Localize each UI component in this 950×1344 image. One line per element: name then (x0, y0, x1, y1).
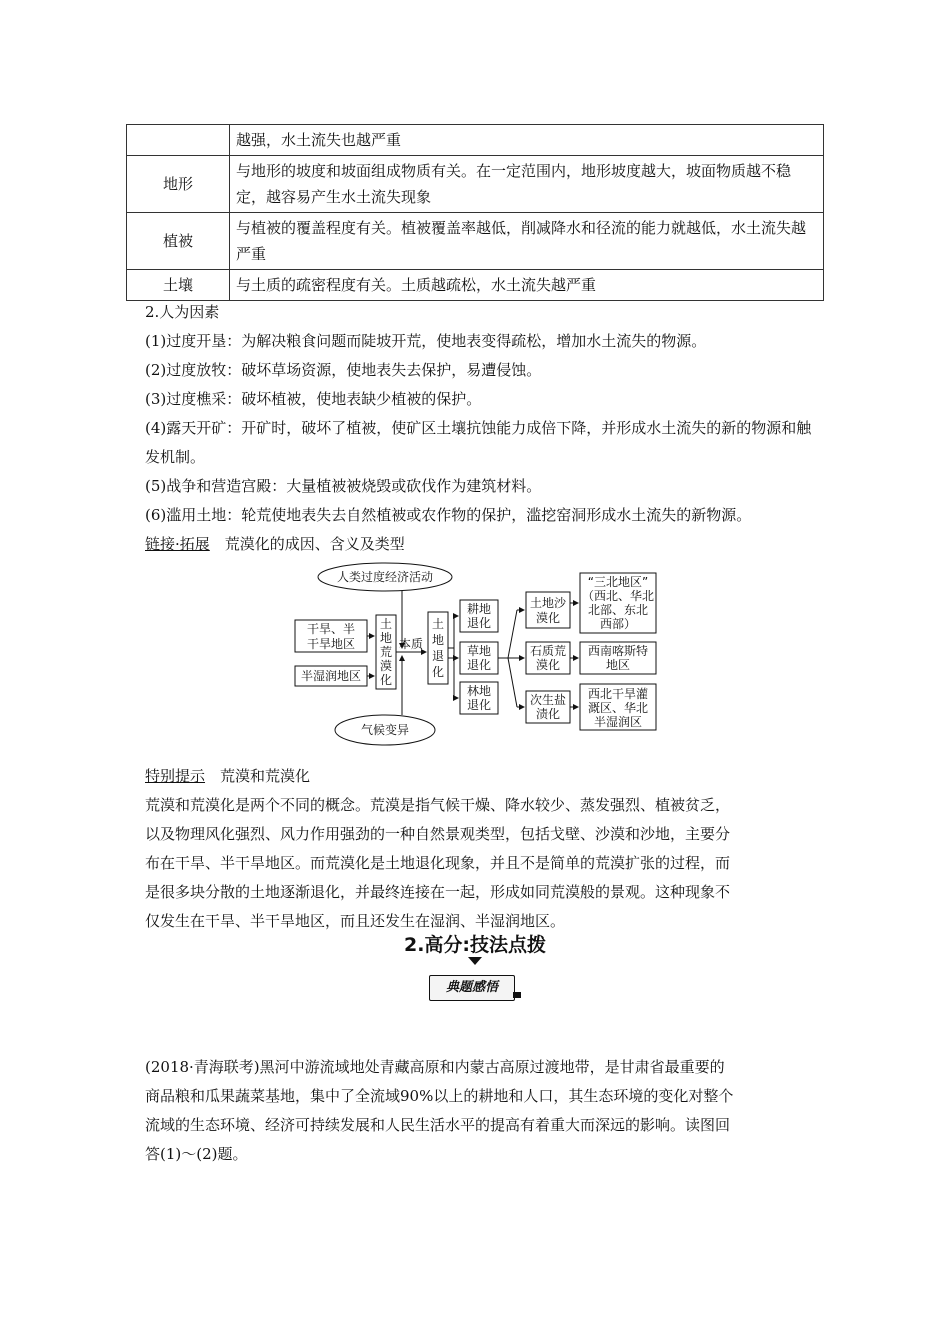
desertification-diagram (290, 560, 670, 750)
degradation-char: 化 (431, 665, 445, 679)
table-row (127, 156, 824, 213)
desertification-char: 漠 (379, 659, 393, 673)
link-label: 链接·拓展 (145, 535, 210, 553)
tip-line: 是很多块分散的土地逐渐退化，并最终连接在一起，形成如同荒漠般的景观。这种现象不 (145, 883, 731, 901)
section-heading: 2.人为因素 (145, 303, 220, 321)
tip-label: 特别提示 (145, 767, 206, 785)
factor-desc: 与植被的覆盖程度有关。植被覆盖率越低，削减降水和径流的能力就越低，水土流失越严重 (230, 213, 824, 270)
sandy-label-2: 漠化 (535, 611, 561, 625)
grassland-label-1: 草地 (466, 644, 492, 658)
tip-heading (145, 762, 825, 791)
region-irrigation-3: 半湿润区 (593, 715, 643, 729)
question-line: 商品粮和瓜果蔬菜基地，集中了全流域90%以上的耕地和人口，其生态环境的变化对整个 (145, 1087, 734, 1105)
desertification-char: 荒 (379, 645, 393, 659)
factor-desc: 与地形的坡度和坡面组成物质有关。在一定范围内，地形坡度越大，坡面物质越不稳定，越容易产生水土流失现象 (230, 156, 824, 213)
question-line: 答(1)～(2)题。 (145, 1145, 248, 1163)
question-line: 流域的生态环境、经济可持续发展和人民生活水平的提高有着重大而深远的影响。读图回 (145, 1116, 731, 1134)
region-karst-2: 地区 (605, 658, 631, 672)
arrow-down-icon (468, 957, 482, 965)
banner-subtitle: 典题感悟 (429, 975, 515, 1001)
tip-line: 布在干旱、半干旱地区。而荒漠化是土地退化现象，并且不是简单的荒漠扩张的过程，而 (145, 854, 731, 872)
region-north-2: （西北、华北 (581, 589, 655, 603)
degradation-char: 退 (431, 649, 445, 663)
tip-line: 荒漠和荒漠化是两个不同的概念。荒漠是指气候干燥、降水较少、蒸发强烈、植被贫乏， (145, 796, 731, 814)
factor-name: 土壤 (127, 270, 230, 301)
factor-desc: 越强，水土流失也越严重 (230, 125, 824, 156)
forest-label-2: 退化 (466, 698, 492, 712)
climate-label: 气候变异 (360, 723, 410, 737)
link-title: 荒漠化的成因、含义及类型 (224, 535, 405, 553)
list-item: (4)露天开矿：开矿时，破坏了植被，使矿区土壤抗蚀能力成倍下降，并形成水土流失的新的物源和触发机制。 (145, 419, 812, 466)
arid-label-2: 干旱地区 (306, 637, 356, 651)
sandy-label-1: 土地沙 (529, 596, 567, 610)
table-row (127, 270, 824, 301)
desertification-char: 地 (379, 631, 393, 645)
list-item: (3)过度樵采：破坏植被，使地表缺少植被的保护。 (145, 390, 482, 408)
grassland-label-2: 退化 (466, 658, 492, 672)
factor-name (127, 125, 230, 156)
farmland-label-1: 耕地 (466, 602, 492, 616)
tip-line: 以及物理风化强烈、风力作用强劲的一种自然景观类型，包括戈壁、沙漠和沙地，主要分 (145, 825, 731, 843)
factor-desc: 与土质的疏密程度有关。土质越疏松，水土流失越严重 (230, 270, 824, 301)
desertification-char: 土 (379, 617, 393, 631)
list-item: (5)战争和营造宫殿：大量植被被烧毁或砍伐作为建筑材料。 (145, 477, 542, 495)
region-karst-1: 西南喀斯特 (587, 644, 649, 658)
factors-table (126, 124, 824, 301)
degradation-char: 地 (431, 633, 445, 647)
desertification-char: 化 (379, 673, 393, 687)
factor-name: 植被 (127, 213, 230, 270)
region-irrigation-1: 西北干旱灌 (587, 687, 649, 701)
semihumid-label: 半湿润地区 (300, 669, 362, 683)
tip-line: 仅发生在干旱、半干旱地区，而且还发生在湿润、半湿润地区。 (145, 912, 566, 930)
salinization-label-2: 渍化 (535, 707, 561, 721)
region-north-1: “三北地区” (587, 575, 649, 589)
rocky-label-2: 漠化 (535, 658, 561, 672)
region-irrigation-2: 溉区、华北 (587, 701, 649, 715)
list-item: (2)过度放牧：破坏草场资源，使地表失去保护，易遭侵蚀。 (145, 361, 542, 379)
link-heading (145, 530, 825, 559)
degradation-char: 土 (431, 617, 445, 631)
region-north-3: 北部、东北 (587, 603, 649, 617)
human-activity-label: 人类过度经济活动 (336, 570, 434, 584)
banner-title: 2.高分:技法点拨 (403, 934, 547, 956)
banner-tab-decoration (513, 992, 521, 998)
table-row (127, 213, 824, 270)
question-line: (2018·青海联考)黑河中游流域地处青藏高原和内蒙古高原过渡地带，是甘肃省最重要的 (145, 1058, 725, 1076)
list-item: (6)滥用土地：轮荒使地表失去自然植被或农作物的保护，滥挖窑洞形成水土流失的新物源。 (145, 506, 752, 524)
farmland-label-2: 退化 (466, 616, 492, 630)
arid-label-1: 干旱、半 (306, 622, 356, 636)
salinization-label-1: 次生盐 (529, 693, 567, 707)
table-row (127, 125, 824, 156)
essence-label: 本质 (398, 637, 424, 651)
list-item: (1)过度开垦：为解决粮食问题而陡坡开荒，使地表变得疏松，增加水土流失的物源。 (145, 332, 707, 350)
forest-label-1: 林地 (466, 684, 492, 698)
section-banner (395, 930, 555, 1010)
tip-title: 荒漠和荒漠化 (220, 767, 311, 785)
region-north-4: 西部） (599, 617, 637, 631)
rocky-label-1: 石质荒 (529, 644, 567, 658)
factor-name: 地形 (127, 156, 230, 213)
